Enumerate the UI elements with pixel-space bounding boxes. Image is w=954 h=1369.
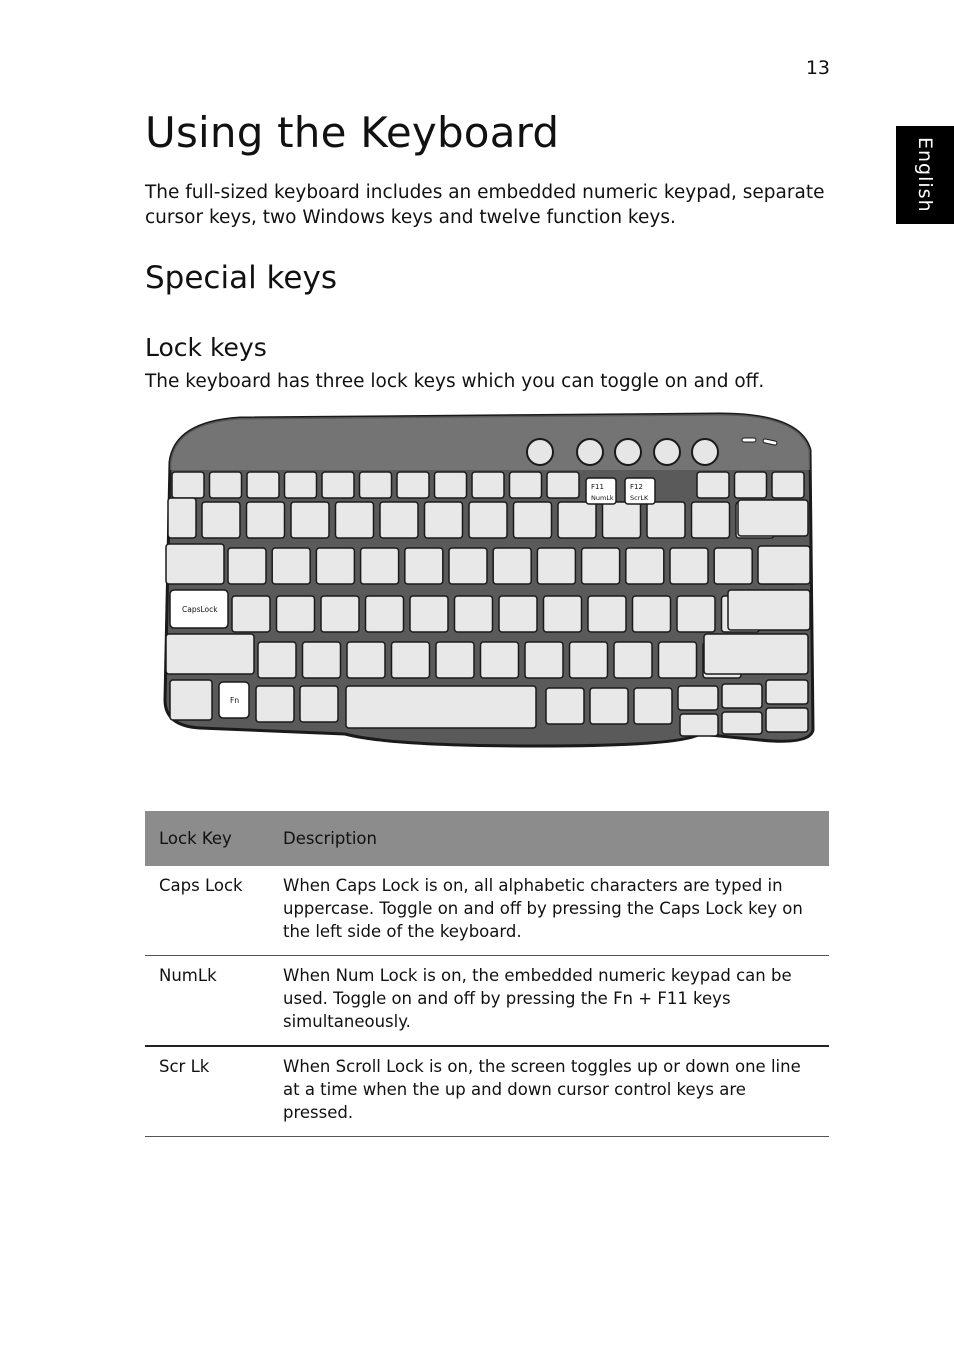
keyboard-key	[481, 642, 519, 678]
keyboard-key	[397, 472, 429, 498]
row-key: Scr Lk	[145, 1046, 269, 1137]
lock-keys-table	[145, 811, 829, 1137]
keyboard-key	[510, 472, 542, 498]
keyboard-key	[410, 596, 448, 632]
keyboard-key	[436, 642, 474, 678]
keyboard-key	[493, 548, 531, 584]
keyboard-key	[228, 548, 266, 584]
keyboard-key	[316, 548, 354, 584]
keyboard-key	[346, 686, 536, 728]
keyboard-key	[425, 502, 463, 538]
keyboard-key	[547, 472, 579, 498]
keyboard-key	[469, 502, 507, 538]
keyboard-key	[322, 472, 354, 498]
keyboard-key	[405, 548, 443, 584]
keyboard-key	[170, 680, 212, 720]
capslock-label: CapsLock	[182, 605, 218, 614]
keyboard-key	[291, 502, 329, 538]
keyboard-key	[360, 472, 392, 498]
keyboard-key	[722, 712, 762, 734]
keyboard-key	[272, 548, 310, 584]
header-lock-key: Lock Key	[145, 811, 269, 866]
keyboard-key	[392, 642, 430, 678]
page-title: Using the Keyboard	[145, 108, 560, 157]
keyboard-key	[758, 546, 810, 584]
keyboard-key	[285, 472, 317, 498]
keyboard-key	[558, 502, 596, 538]
keyboard-key	[168, 498, 196, 538]
keyboard-key	[626, 548, 664, 584]
keyboard-key	[735, 472, 767, 498]
table-row	[145, 956, 829, 1047]
keyboard-key	[728, 590, 810, 630]
keyboard-key	[361, 548, 399, 584]
table-header-row	[145, 811, 829, 866]
keyboard-key	[537, 548, 575, 584]
keyboard-key	[247, 502, 285, 538]
keyboard-key	[546, 688, 584, 724]
keyboard-key	[499, 596, 537, 632]
keyboard-key	[277, 596, 315, 632]
table-row	[145, 1046, 829, 1137]
keyboard-key	[172, 472, 204, 498]
keyboard-key	[570, 642, 608, 678]
row-key: NumLk	[145, 956, 269, 1047]
keyboard-key	[714, 548, 752, 584]
keyboard-key	[435, 472, 467, 498]
keyboard-key	[336, 502, 374, 538]
section-title: Special keys	[145, 260, 337, 296]
f12-label: F12	[630, 483, 643, 491]
keyboard-key	[634, 688, 672, 724]
keyboard-key	[738, 500, 808, 536]
row-description: When Scroll Lock is on, the screen toggles up or down one line at a time when the up and down cursor control keys are pressed.	[269, 1046, 829, 1137]
language-tab-label: English	[914, 137, 936, 213]
keyboard-key	[588, 596, 626, 632]
subsection-title: Lock keys	[145, 333, 267, 362]
keyboard-key	[472, 472, 504, 498]
lock-keys-intro: The keyboard has three lock keys which you can toggle on and off.	[145, 371, 765, 392]
keyboard-key	[210, 472, 242, 498]
keyboard-key	[455, 596, 493, 632]
page-number: 13	[805, 57, 830, 79]
keyboard-illustration	[160, 410, 816, 750]
key-grid	[166, 472, 810, 736]
keyboard-key	[247, 472, 279, 498]
keyboard-key	[722, 684, 762, 708]
keyboard-key	[670, 548, 708, 584]
keyboard-key	[514, 502, 552, 538]
header-description: Description	[269, 811, 829, 866]
keyboard-key	[347, 642, 385, 678]
intro-paragraph: The full-sized keyboard includes an embedded numeric keypad, separate cursor keys, two Windows keys and twelve function keys.	[145, 182, 825, 228]
scrlk-label: ScrLK	[630, 494, 649, 502]
keyboard-key	[590, 688, 628, 724]
keyboard-key	[697, 472, 729, 498]
fn-label: Fn	[230, 696, 240, 705]
row-description: When Caps Lock is on, all alphabetic characters are typed in uppercase. Toggle on and off by pressing the Caps Lock key on the left side of the keyboard.	[269, 866, 829, 956]
f11-label: F11	[591, 483, 604, 491]
language-tab	[896, 126, 954, 224]
keyboard-key	[166, 634, 254, 674]
keyboard-key	[647, 502, 685, 538]
keyboard-key	[678, 686, 718, 710]
keyboard-key	[659, 642, 697, 678]
keyboard-key	[525, 642, 563, 678]
row-description: When Num Lock is on, the embedded numeric keypad can be used. Toggle on and off by pressing the Fn + F11 keys simultaneously.	[269, 956, 829, 1047]
keyboard-key	[449, 548, 487, 584]
keyboard-key	[258, 642, 296, 678]
keyboard-key	[633, 596, 671, 632]
keyboard-key	[366, 596, 404, 632]
keyboard-key	[166, 544, 224, 584]
row-key: Caps Lock	[145, 866, 269, 956]
keyboard-key	[692, 502, 730, 538]
keyboard-key	[766, 708, 808, 732]
keyboard-key	[321, 596, 359, 632]
keyboard-key	[603, 502, 641, 538]
keyboard-key	[544, 596, 582, 632]
keyboard-key	[232, 596, 270, 632]
keyboard-key	[677, 596, 715, 632]
keyboard-key	[303, 642, 341, 678]
keyboard-key	[680, 714, 718, 736]
keyboard-key	[766, 680, 808, 704]
keyboard-key	[772, 472, 804, 498]
keyboard-key	[202, 502, 240, 538]
keyboard-key	[380, 502, 418, 538]
keyboard-key	[582, 548, 620, 584]
keyboard-key	[614, 642, 652, 678]
keyboard-key	[300, 686, 338, 722]
numlk-label: NumLk	[591, 494, 614, 502]
keyboard-key	[256, 686, 294, 722]
keyboard-key	[704, 634, 808, 674]
table-row	[145, 866, 829, 956]
